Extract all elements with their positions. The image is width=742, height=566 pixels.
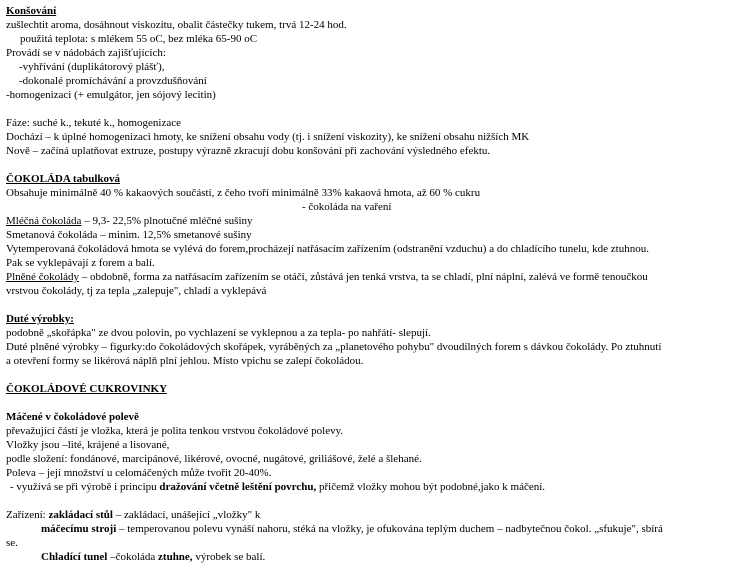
term-definition: – 9,3- 22,5% plnotučné mléčné sušiny: [81, 215, 253, 227]
term-plnene-cokolady: Plněné čokolády: [6, 271, 80, 283]
paragraph-line: Nově – začíná uplatňovat extruze, postupy výrazně zkracují dobu konšování při zachování výsledného efektu.: [6, 145, 491, 157]
paragraph-line: Pak se vyklepávají z forem a balí.: [6, 257, 155, 269]
emphasis: zakládací stůl: [48, 509, 113, 521]
spacer: [6, 368, 738, 382]
text-run: - využívá se při výrobě i principu: [10, 481, 160, 493]
paragraph-line: Vytemperovaná čokoládová hmota se vylévá do forem,procházejí natřásacím zařízením (odstranění vzduchu) a do chladícího tunelu, kde ztuhnou.: [6, 243, 649, 255]
paragraph-line: [6, 508, 738, 522]
subheading-macene: Máčené v čokoládové polevě: [6, 411, 139, 423]
paragraph-line: Smetanová čokoláda – minim. 12,5% smetanové sušiny: [6, 229, 252, 241]
paragraph-line: Poleva – její množství u celomáčených může tvořit 20-40%.: [6, 467, 272, 479]
term-definition: – obdobně, forma za natřásacím zařízením se otáčí, zůstává jen tenká vrstva, ta se chladí, plní náplní, zalévá ve formě tenoučkou: [79, 271, 648, 283]
emphasis: dražování včetně leštění povrchu,: [159, 481, 317, 493]
spacer: [6, 494, 738, 508]
spacer: [6, 396, 738, 410]
text-run: –čokoláda: [107, 551, 159, 563]
paragraph-line: Dochází – k úplné homogenizaci hmoty, ke snížení obsahu vody (tj. i snížení viskozity), ke snížení obsahu nižších MK: [6, 131, 530, 143]
document: [6, 4, 738, 564]
list-item: -vyhřívání (duplikátorový plášť),: [19, 61, 165, 73]
paragraph-line: [6, 214, 738, 228]
paragraph-line: se.: [6, 537, 18, 549]
section-heading-cukrovinky: ČOKOLÁDOVÉ CUKROVINKY: [6, 383, 168, 395]
spacer: [6, 158, 738, 172]
emphasis: Chladící tunel: [41, 551, 108, 563]
paragraph-line: Duté plněné výrobky – figurky:do čokoládových skořápek, vyráběných za „planetového pohybu" dvoudílných forem s dávkou čokolády. Po ztuhnutí: [6, 341, 662, 353]
text-run: přičemž vložky mohou být podobné,jako k máčení.: [316, 481, 546, 493]
text-run: – zakládací, unášející „vložky" k: [112, 509, 261, 521]
paragraph-line: Fáze: suché k., tekuté k., homogenizace: [6, 117, 182, 129]
paragraph-line: zušlechtit aroma, dosáhnout viskozitu, obalit částečky tukem, trvá 12-24 hod.: [6, 19, 347, 31]
paragraph-line: Obsahuje minimálně 40 % kakaových součástí, z čeho tvoří minimálně 33% kakaová hmota, až 60 % cukru: [6, 187, 481, 199]
text-run: Zařízení:: [6, 509, 49, 521]
list-item: -dokonalé promíchávání a provzdušňování: [19, 75, 207, 87]
paragraph-line: podle složení: fondánové, marcipánové, likérové, ovocné, nugátové, griliášové, želé a šlehané.: [6, 453, 422, 465]
emphasis: máčecímu stroji: [41, 523, 117, 535]
paragraph-line: [6, 270, 738, 284]
list-item: -homogenizaci (+ emulgátor, jen sójový lecitin): [6, 89, 216, 101]
spacer: [6, 102, 738, 116]
paragraph-line: a otevření formy se likérová náplň plní jehlou. Místo vpichu se zalepí čokoládou.: [6, 355, 364, 367]
text-run: – temperovanou polevu vynáší nahoru, stéká na vložky, je ofukována teplým duchem – nadbytečnou čokol. „sfukuje", sbírá: [116, 523, 663, 535]
paragraph-line: [6, 480, 738, 494]
paragraph-line: [6, 550, 738, 564]
paragraph-line: vrstvou čokolády, tj za tepla „zalepuje", chladí a vyklepává: [6, 285, 267, 297]
paragraph-line: převažující částí je vložka, která je polita tenkou vrstvou čokoládové polevy.: [6, 425, 344, 437]
paragraph-line: podobně „skořápka" ze dvou polovin, po vychlazení se vyklepnou a za tepla- po nahřátí- slepují.: [6, 327, 431, 339]
section-heading-konsovani: Konšování: [6, 5, 57, 17]
spacer: [6, 298, 738, 312]
term-mlecna-cokolada: Mléčná čokoláda: [6, 215, 82, 227]
paragraph-line: použitá teplota: s mlékem 55 oC, bez mléka 65-90 oC: [20, 33, 258, 45]
section-heading-dute: Duté výrobky:: [6, 313, 74, 325]
paragraph-line: Vložky jsou –lité, krájené a lisované,: [6, 439, 170, 451]
paragraph-line: Provádí se v nádobách zajišťujících:: [6, 47, 166, 59]
text-run: výrobek se balí.: [192, 551, 266, 563]
paragraph-line: [6, 522, 738, 536]
emphasis: ztuhne,: [158, 551, 193, 563]
paragraph-line: - čokoláda na vaření: [302, 201, 392, 213]
section-heading-cokolada: ČOKOLÁDA tabulková: [6, 173, 120, 185]
